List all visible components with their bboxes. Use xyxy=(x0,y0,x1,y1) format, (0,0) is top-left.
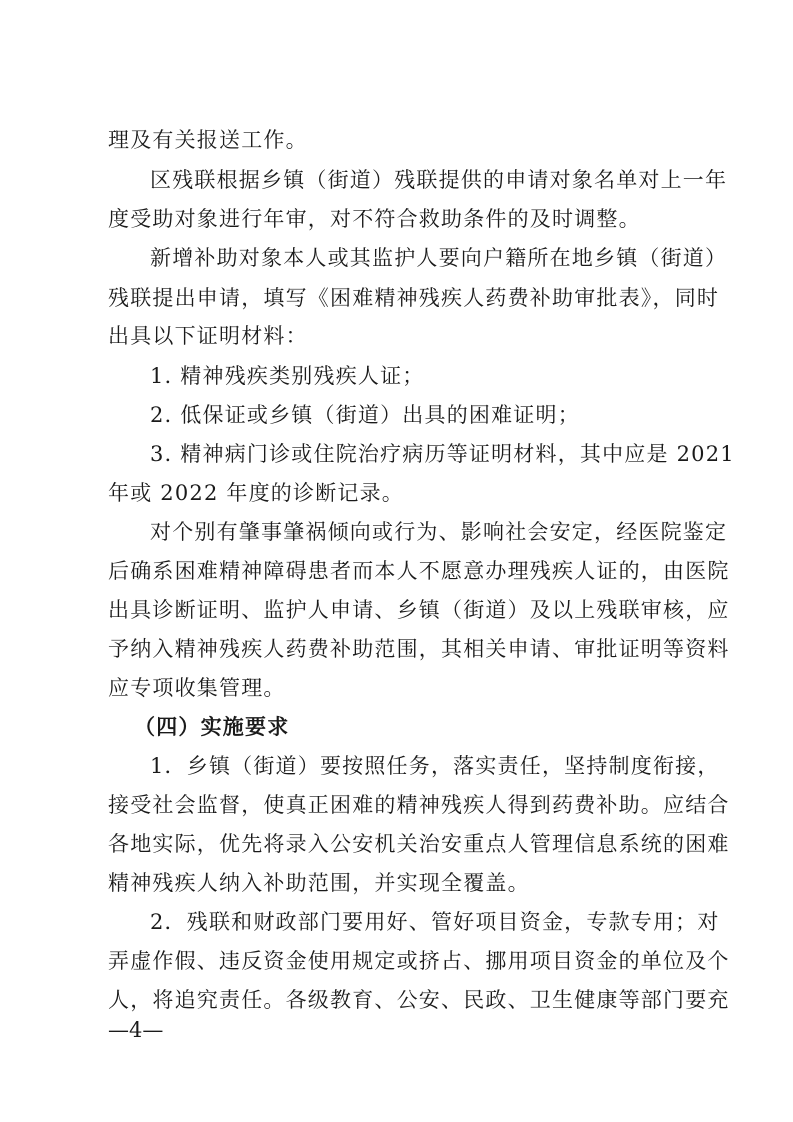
list-item: 2．残联和财政部门要用好、管好项目资金，专款专用；对 xyxy=(150,910,720,934)
text-line: 新增补助对象本人或其监护人要向户籍所在地乡镇（街道） xyxy=(150,246,728,270)
page-number: —4— xyxy=(108,1018,164,1042)
section-heading: （四）实施要求 xyxy=(134,714,290,739)
list-item: 3. 精神病门诊或住院治疗病历等证明材料，其中应是 2021 xyxy=(150,442,735,466)
text-line: 予纳入精神残疾人药费补助范围，其相关申请、审批证明等资料 xyxy=(108,637,730,661)
text-line: 年或 2022 年度的诊断记录。 xyxy=(108,481,404,505)
text-line: 精神残疾人纳入补助范围，并实现全覆盖。 xyxy=(108,871,530,895)
text-line: 各地实际，优先将录入公安机关治安重点人管理信息系统的困难 xyxy=(108,832,730,856)
text-line: 后确系困难精神障碍患者而本人不愿意办理残疾人证的，由医院 xyxy=(108,559,730,583)
text-line: 度受助对象进行年审，对不符合救助条件的及时调整。 xyxy=(108,207,641,231)
list-item: 1．乡镇（街道）要按照任务，落实责任，坚持制度衔接， xyxy=(150,754,720,778)
text-line: 理及有关报送工作。 xyxy=(108,128,308,152)
text-line: 区残联根据乡镇（街道）残联提供的申请对象名单对上一年 xyxy=(150,168,728,192)
text-line: 应专项收集管理。 xyxy=(108,676,286,700)
text-line: 残联提出申请，填写《困难精神残疾人药费补助审批表》，同时 xyxy=(108,286,720,310)
text-line: 人，将追究责任。各级教育、公安、民政、卫生健康等部门要充 xyxy=(108,988,730,1012)
list-item: 2. 低保证或乡镇（街道）出具的困难证明； xyxy=(150,403,580,427)
text-line: 弄虚作假、违反资金使用规定或挤占、挪用项目资金的单位及个 xyxy=(108,949,730,973)
list-item: 1. 精神残疾类别残疾人证； xyxy=(150,364,425,388)
text-line: 对个别有肇事肇祸倾向或行为、影响社会安定，经医院鉴定 xyxy=(150,520,728,544)
text-line: 出具诊断证明、监护人申请、乡镇（街道）及以上残联审核，应 xyxy=(108,598,730,622)
text-line: 出具以下证明材料： xyxy=(108,324,308,348)
text-line: 接受社会监督，使真正困难的精神残疾人得到药费补助。应结合 xyxy=(108,793,730,817)
